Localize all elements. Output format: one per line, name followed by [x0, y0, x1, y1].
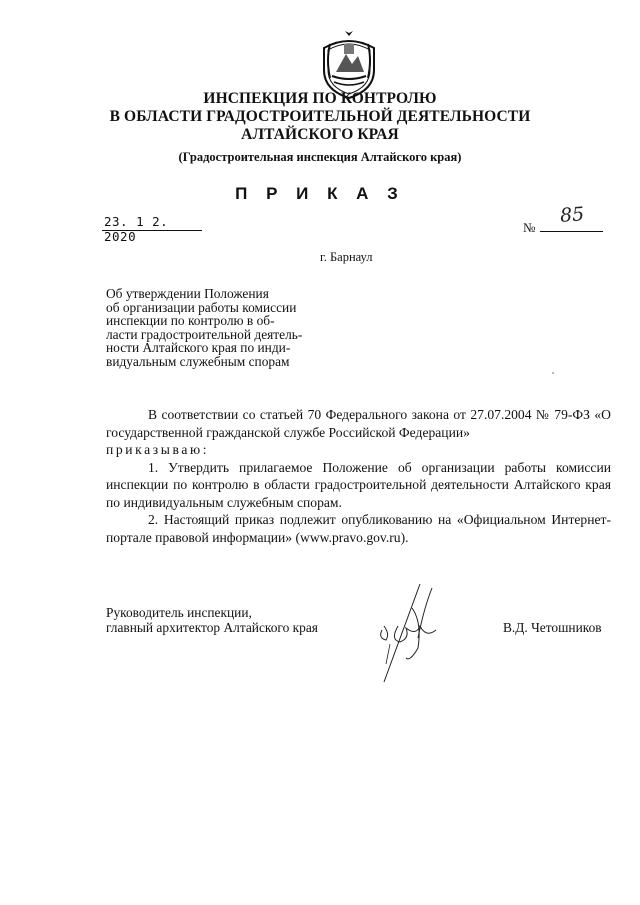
number-underline [540, 231, 603, 232]
handwritten-signature-icon [360, 578, 470, 688]
org-line-1: ИНСПЕКЦИЯ ПО КОНТРОЛЮ [203, 90, 437, 107]
signatory-title-line-1: Руководитель инспекции, [106, 605, 252, 620]
organization-name [0, 90, 640, 144]
order-body [106, 406, 611, 546]
org-line-3: АЛТАЙСКОГО КРАЯ [241, 126, 399, 143]
document-number: 85 [559, 203, 585, 227]
order-subject [106, 287, 334, 369]
subject-line: видуальным служебным спорам [106, 353, 290, 369]
subject-line: об организации работы комиссии [106, 299, 297, 315]
document-type-title: П Р И К А З [235, 184, 405, 203]
city: г. Барнаул [320, 250, 373, 264]
signatory-title-line-2: главный архитектор Алтайского края [106, 619, 318, 635]
scan-artifact [552, 372, 554, 374]
subject-line: инспекции по контролю в об- [106, 313, 275, 329]
signatory-title [106, 606, 318, 635]
subject-line: ласти градостроительной деятель- [106, 326, 303, 342]
preamble-paragraph: В соответствии со статьей 70 Федерального закона от 27.07.2004 № 79-ФЗ «О государственной гражданской службе Российской Федерации» [106, 407, 611, 440]
signatory-name: В.Д. Четошников [503, 620, 602, 635]
number-sign: № [523, 220, 536, 235]
subject-line: Об утверждении Положения [106, 286, 269, 301]
organization-short-name: (Градостроительная инспекция Алтайского края) [178, 150, 462, 164]
order-item-2: 2. Настоящий приказ подлежит опубликованию на «Официальном Интернет-портале правовой информации» (www.pravo.gov.ru). [106, 512, 611, 545]
order-item-1: 1. Утвердить прилагаемое Положение об организации работы комиссии инспекции по контролю в области градостроительной деятельности Алтайского края по индивидуальным служебным спорам. [106, 459, 611, 510]
order-word: приказываю: [106, 442, 210, 457]
document-date: 23. 1 2. 2020 [102, 214, 202, 231]
org-line-2: В ОБЛАСТИ ГРАДОСТРОИТЕЛЬНОЙ ДЕЯТЕЛЬНОСТИ [109, 108, 531, 125]
subject-line: ности Алтайского края по инди- [106, 340, 291, 356]
